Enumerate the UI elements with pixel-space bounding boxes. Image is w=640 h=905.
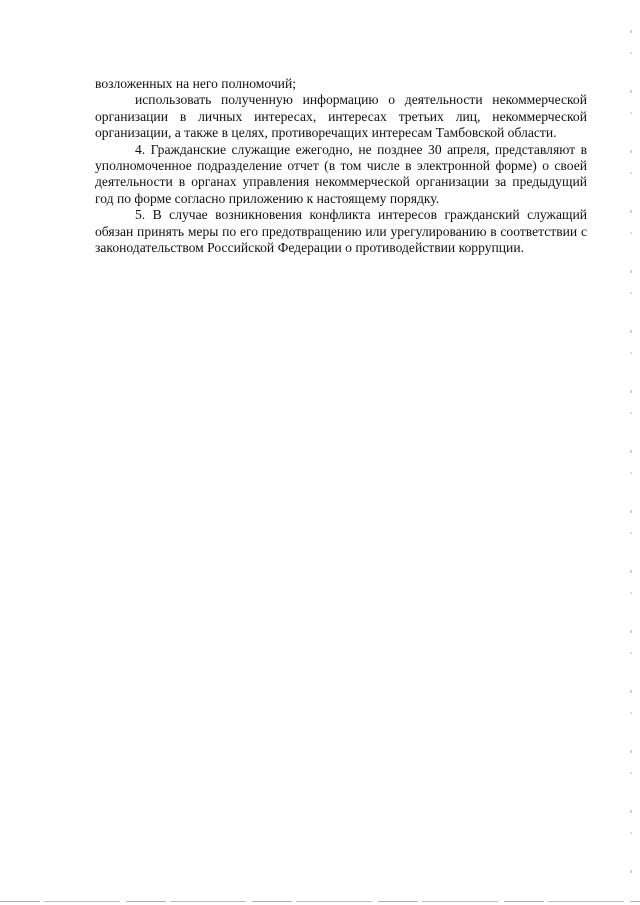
document-body <box>95 76 587 256</box>
paragraph-annual-report: 4. Гражданские служащие ежегодно, не позднее 30 апреля, представляют в уполномоченное подразделение отчет (в том числе в электронной форме) о своей деятельности в органах управления некоммерческой организации за предыдущий год по форме согласно приложению к настоящему порядку. <box>95 141 587 206</box>
paragraph-conflict-of-interest: 5. В случае возникновения конфликта интересов гражданский служащий обязан принять меры по его предотвращению или урегулированию в соответствии с законодательством Российской Федерации о противодействии коррупции. <box>95 207 587 256</box>
paragraph-information-use: использовать полученную информацию о деятельности некоммерческой организации в личных интересах, интересах третьих лиц, некоммерческой организации, а также в целях, противоречащих интересам Тамбовской области. <box>95 92 587 141</box>
paragraph-powers-continuation: возложенных на него полномочий; <box>95 76 297 91</box>
scan-edge-artifact <box>630 30 632 890</box>
scan-bottom-artifact <box>0 901 640 902</box>
